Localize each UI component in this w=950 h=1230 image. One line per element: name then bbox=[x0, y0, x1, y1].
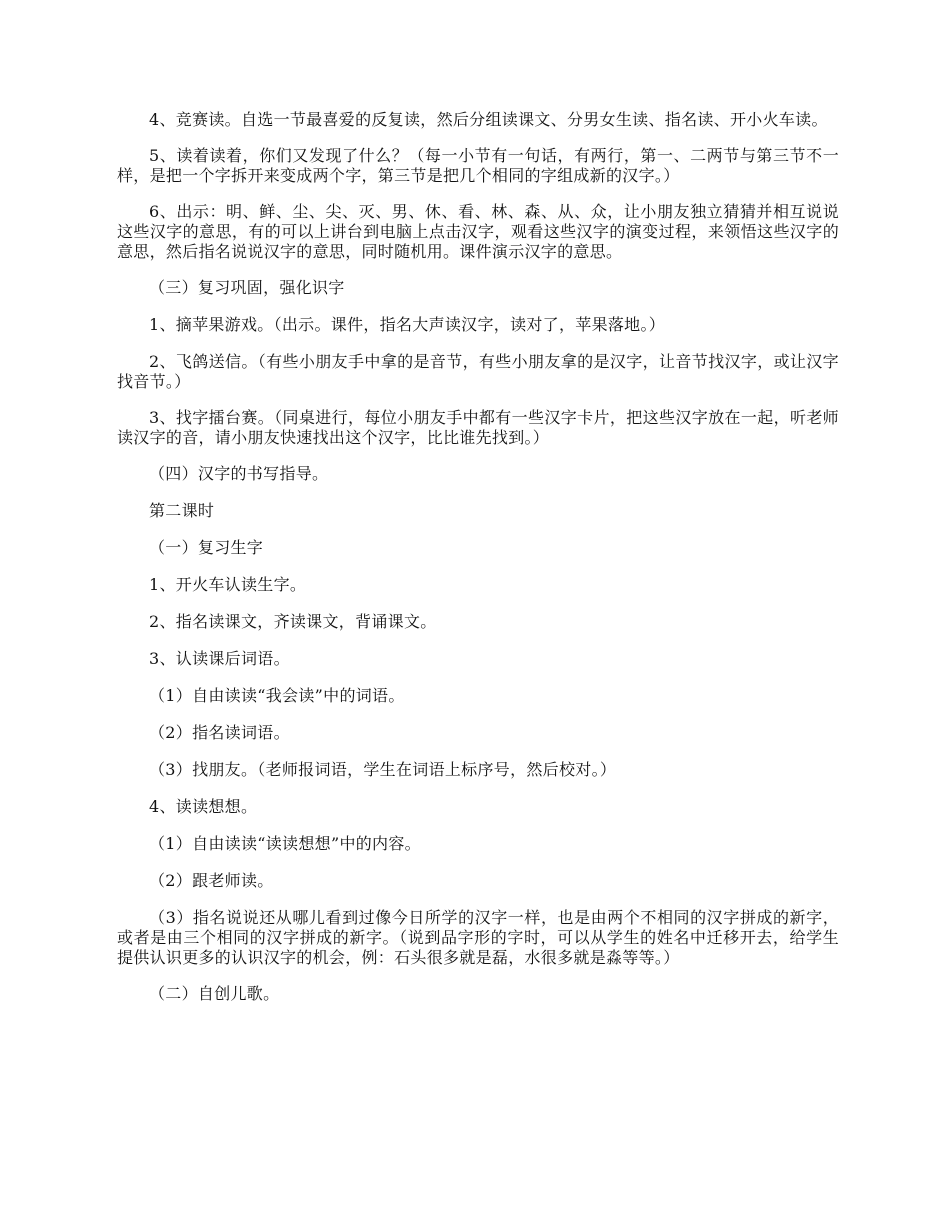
sub-item-follow-teacher: （2）跟老师读。 bbox=[149, 871, 274, 890]
section-heading-create-songs: （二）自创儿歌。 bbox=[149, 984, 280, 1003]
document-body bbox=[117, 110, 839, 1021]
paragraph-show-characters: 6、出示：明、鲜、尘、尖、灭、男、休、看、林、森、从、众，让小朋友独立猜猜并相互说说这些汉字的意思，有的可以上讲台到电脑上点击汉字，观看这些汉字的演变过程，来领悟这些汉字的意思，然后指名说说汉字的意思，同时随机用。课件演示汉字的意思。 bbox=[117, 202, 839, 261]
sub-item-named-reading: （2）指名读词语。 bbox=[149, 723, 290, 742]
sub-item-find-friends: （3）找朋友。（老师报词语，学生在词语上标序号，然后校对。） bbox=[149, 760, 617, 779]
list-item-read-text: 2、指名读课文，齐读课文，背诵课文。 bbox=[149, 612, 437, 631]
section-heading-writing: （四）汉字的书写指导。 bbox=[149, 464, 329, 483]
paragraph-character-contest: 3、找字擂台赛。（同桌进行，每位小朋友手中都有一些汉字卡片，把这些汉字放在一起，听老师读汉字的音，请小朋友快速找出这个汉字，比比谁先找到。） bbox=[117, 408, 839, 447]
sub-item-free-read-content: （1）自由读读“读读想想”中的内容。 bbox=[149, 834, 421, 853]
list-item-train-reading: 1、开火车认读生字。 bbox=[149, 575, 307, 594]
paragraph-competition-reading: 4、竞赛读。自选一节最喜爱的反复读，然后分组读课文、分男女生读、指名读、开小火车读。 bbox=[149, 110, 828, 129]
list-item-read-think: 4、读读想想。 bbox=[149, 797, 258, 816]
list-item-read-words: 3、认读课后词语。 bbox=[149, 649, 290, 668]
sub-item-free-reading: （1）自由读读“我会读”中的词语。 bbox=[149, 686, 405, 705]
paragraph-discovery: 5、读着读着，你们又发现了什么？（每一小节有一句话，有两行，第一、二两节与第三节不一样，是把一个字拆开来变成两个字，第三节是把几个相同的字组成新的汉字。） bbox=[117, 146, 839, 185]
paragraph-apple-game: 1、摘苹果游戏。（出示。课件，指名大声读汉字，读对了，苹果落地。） bbox=[149, 315, 666, 334]
section-heading-review-characters: （一）复习生字 bbox=[149, 538, 264, 557]
section-heading-review: （三）复习巩固，强化识字 bbox=[149, 278, 345, 297]
sub-item-named-speaking: （3）指名说说还从哪儿看到过像今日所学的汉字一样，也是由两个不相同的汉字拼成的新字，或者是由三个相同的汉字拼成的新字。（说到品字形的字时，可以从学生的姓名中迁移开去，给学生提供认识更多的认识汉字的机会，例：石头很多就是磊，水很多就是淼等等。） bbox=[117, 908, 839, 967]
lesson-heading-second: 第二课时 bbox=[149, 501, 215, 520]
paragraph-pigeon-letter: 2、飞鸽送信。（有些小朋友手中拿的是音节，有些小朋友拿的是汉字，让音节找汉字，或让汉字找音节。） bbox=[117, 352, 839, 391]
